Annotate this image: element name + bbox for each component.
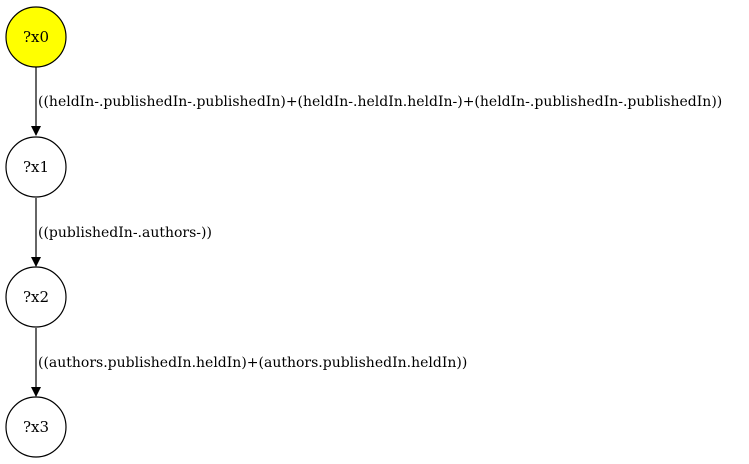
edge-x0-x1	[36, 67, 722, 135]
node-label: ?x0	[22, 28, 50, 46]
node-label: ?x1	[22, 158, 50, 176]
node-x1	[6, 137, 66, 197]
edge-label: ((heldIn-.publishedIn-.publishedIn)+(heldIn-.heldIn.heldIn-)+(heldIn-.publishedIn-.publishedIn))	[38, 94, 723, 110]
node-label: ?x2	[22, 288, 50, 306]
node-label: ?x3	[22, 418, 50, 436]
node-x0	[6, 7, 66, 67]
edge-x2-x3	[36, 328, 467, 396]
node-x2	[6, 267, 66, 327]
edge-x1-x2	[36, 198, 212, 266]
edge-label: ((publishedIn-.authors-))	[38, 225, 212, 241]
edge-label: ((authors.publishedIn.heldIn)+(authors.publishedIn.heldIn))	[38, 355, 468, 371]
node-x3	[6, 397, 66, 457]
